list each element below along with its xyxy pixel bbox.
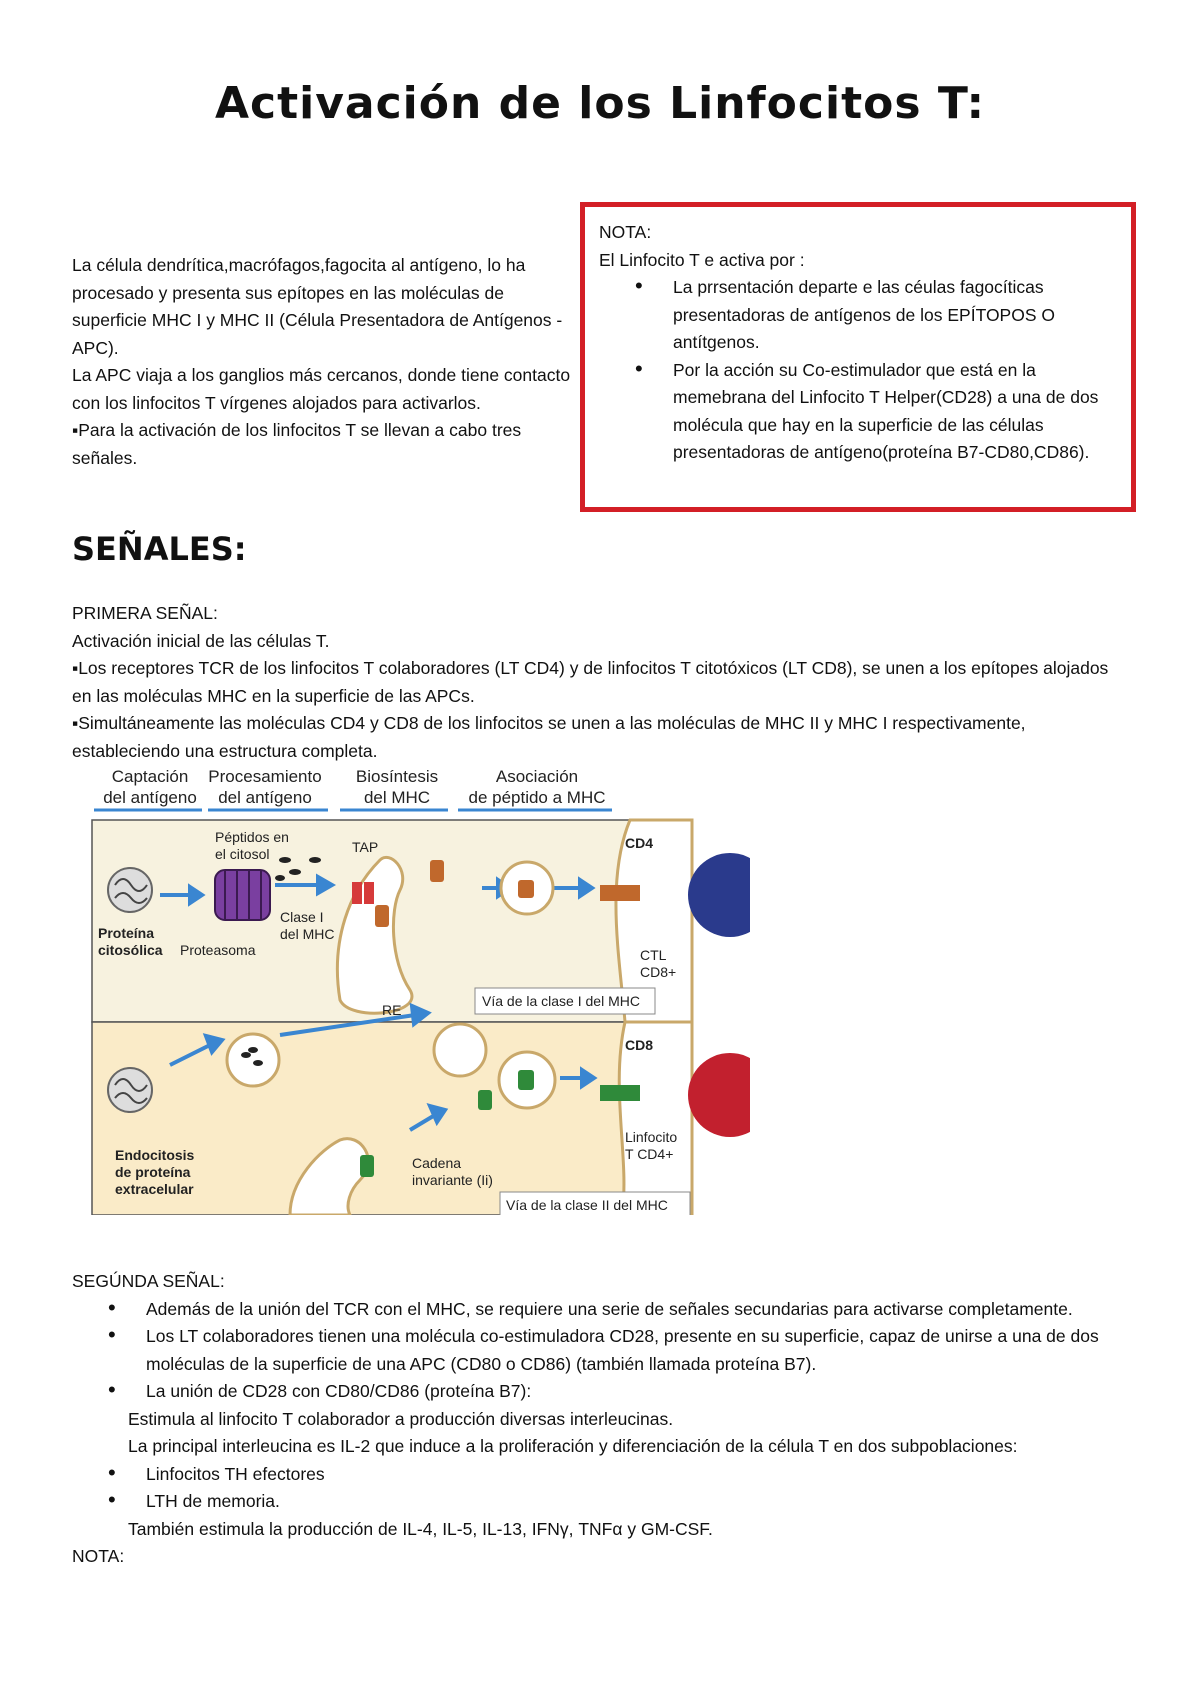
primera-senal-section: [72, 600, 1132, 765]
primera-line: ▪Los receptores TCR de los linfocitos T colaboradores (LT CD4) y de linfocitos T citotóxicos (LT CD8), se unen a los epítopes alojados en las moléculas MHC en la superficie de las APCs.: [72, 658, 1109, 706]
fig-header: del MHC: [363, 788, 431, 807]
cd4-t-cell: [688, 1053, 750, 1137]
intro-paragraph: La célula dendrítica,macrófagos,fagocita al antígeno, lo ha procesado y presenta sus epítopes en las moléculas de superficie MHC I y MHC II (Célula Presentadora de Antígenos - APC).: [72, 255, 563, 358]
page-title: Activación de los Linfocitos T:: [214, 78, 986, 129]
segunda-senal-section: [72, 1268, 1142, 1571]
segunda-list: [72, 1296, 1142, 1406]
segunda-subitem: • Linfocitos TH efectores: [72, 1461, 1142, 1489]
fig-label: CD8: [625, 1037, 654, 1053]
intro-paragraph: ▪Para la activación de los linfocitos T se llevan a cabo tres señales.: [72, 420, 522, 468]
fig-header: Asociación: [495, 767, 579, 786]
fig-label: invariante (Ii): [412, 1172, 493, 1188]
section-heading: SEÑALES:: [72, 530, 247, 568]
segunda-item: • Además de la unión del TCR con el MHC, se requiere una serie de señales secundarias para activarse completamente.: [72, 1296, 1142, 1324]
fig-header: del antígeno: [218, 788, 312, 807]
primera-heading: PRIMERA SEÑAL:: [72, 603, 218, 623]
segunda-subitem: • LTH de memoria.: [72, 1488, 1142, 1516]
fig-label: TAP: [352, 839, 379, 855]
fig-header: de péptido a MHC: [468, 788, 606, 807]
ctl-cell: [688, 853, 750, 937]
segunda-paragraph: También estimula la producción de IL-4, IL-5, IL-13, IFNγ, TNFα y GM-CSF.: [128, 1518, 713, 1539]
extracellular-protein-icon: [108, 1068, 152, 1112]
fig-label: citosólica: [98, 942, 163, 958]
mhc-tcr-complex: [600, 885, 640, 901]
fig-label: T CD4+: [625, 1146, 674, 1162]
fig-label: Linfocito: [625, 1129, 678, 1145]
mhc-tcr-complex: [600, 1085, 640, 1101]
segunda-nota: NOTA:: [72, 1546, 125, 1566]
fig-label: Proteína: [98, 925, 155, 941]
vesicle: [227, 1034, 279, 1086]
note-item: • La prrsentación departe e las céulas fagocíticas presentadoras de antígenos de los EPÍTOPOS O antítgenos.: [599, 274, 1117, 357]
fig-label: Vía de la clase II del MHC: [506, 1197, 668, 1213]
segunda-sublist: [72, 1461, 1142, 1516]
segunda-item: • Los LT colaboradores tienen una molécula co-estimuladora CD28, presente en su superficie, capaz de unirse a una de dos moléculas de la superficie de una APC (CD80 o CD86) (también llamada proteína B7).: [72, 1323, 1142, 1378]
fig-label: Péptidos en: [215, 829, 289, 845]
fig-label: CTL: [640, 947, 667, 963]
segunda-heading: SEGÚNDA SEÑAL:: [72, 1271, 225, 1291]
mhc-pathway-figure: [90, 760, 750, 1215]
fig-label: Cadena: [412, 1155, 462, 1171]
note-box: [580, 202, 1136, 512]
primera-line: Activación inicial de las células T.: [72, 630, 330, 651]
fig-label: CD8+: [640, 964, 677, 980]
note-heading: NOTA:: [599, 222, 652, 242]
cytosolic-protein-icon: [108, 868, 152, 912]
mhc-class-i-molecule: [518, 880, 534, 898]
fig-label: el citosol: [215, 846, 270, 862]
segunda-paragraph: La principal interleucina es IL-2 que induce a la proliferación y diferenciación de la célula T en dos subpoblaciones:: [128, 1436, 1018, 1456]
fig-label: Vía de la clase I del MHC: [482, 993, 640, 1009]
fig-label: extracelular: [115, 1181, 194, 1197]
note-item: • Por la acción su Co-estimulador que está en la memebrana del Linfocito T Helper(CD28) a una de dos molécula que hay en la superficie de las células presentadoras de antígeno(proteína B7-CD80,CD86).: [599, 357, 1117, 467]
fig-label: Endocitosis: [115, 1147, 195, 1163]
fig-header: Biosíntesis: [355, 767, 439, 786]
intro-paragraph: La APC viaja a los ganglios más cercanos, donde tiene contacto con los linfocitos T vírgenes alojados para activarlos.: [72, 365, 571, 413]
fig-header: del antígeno: [103, 788, 197, 807]
vesicle: [434, 1024, 486, 1076]
primera-line: ▪Simultáneamente las moléculas CD4 y CD8 de los linfocitos se unen a las moléculas de MHC II y MHC I respectivamente, estableciendo una estructura completa.: [72, 713, 1026, 761]
note-list: [599, 274, 1117, 467]
fig-label: del MHC: [280, 926, 335, 942]
segunda-paragraph: Estimula al linfocito T colaborador a producción diversas interleucinas.: [128, 1408, 674, 1429]
fig-label: CD4: [625, 835, 654, 851]
note-line: El Linfocito T e activa por :: [599, 249, 805, 270]
fig-label: RE: [382, 1002, 402, 1018]
fig-label: de proteína: [115, 1164, 191, 1180]
intro-section: [72, 252, 572, 472]
fig-header: Captación: [111, 767, 189, 786]
fig-label: Clase I: [280, 909, 324, 925]
proteasome-icon: [215, 870, 270, 920]
fig-header: Procesamiento: [208, 767, 322, 786]
fig-label: Proteasoma: [180, 942, 256, 958]
segunda-item: • La unión de CD28 con CD80/CD86 (proteína B7):: [72, 1378, 1142, 1406]
